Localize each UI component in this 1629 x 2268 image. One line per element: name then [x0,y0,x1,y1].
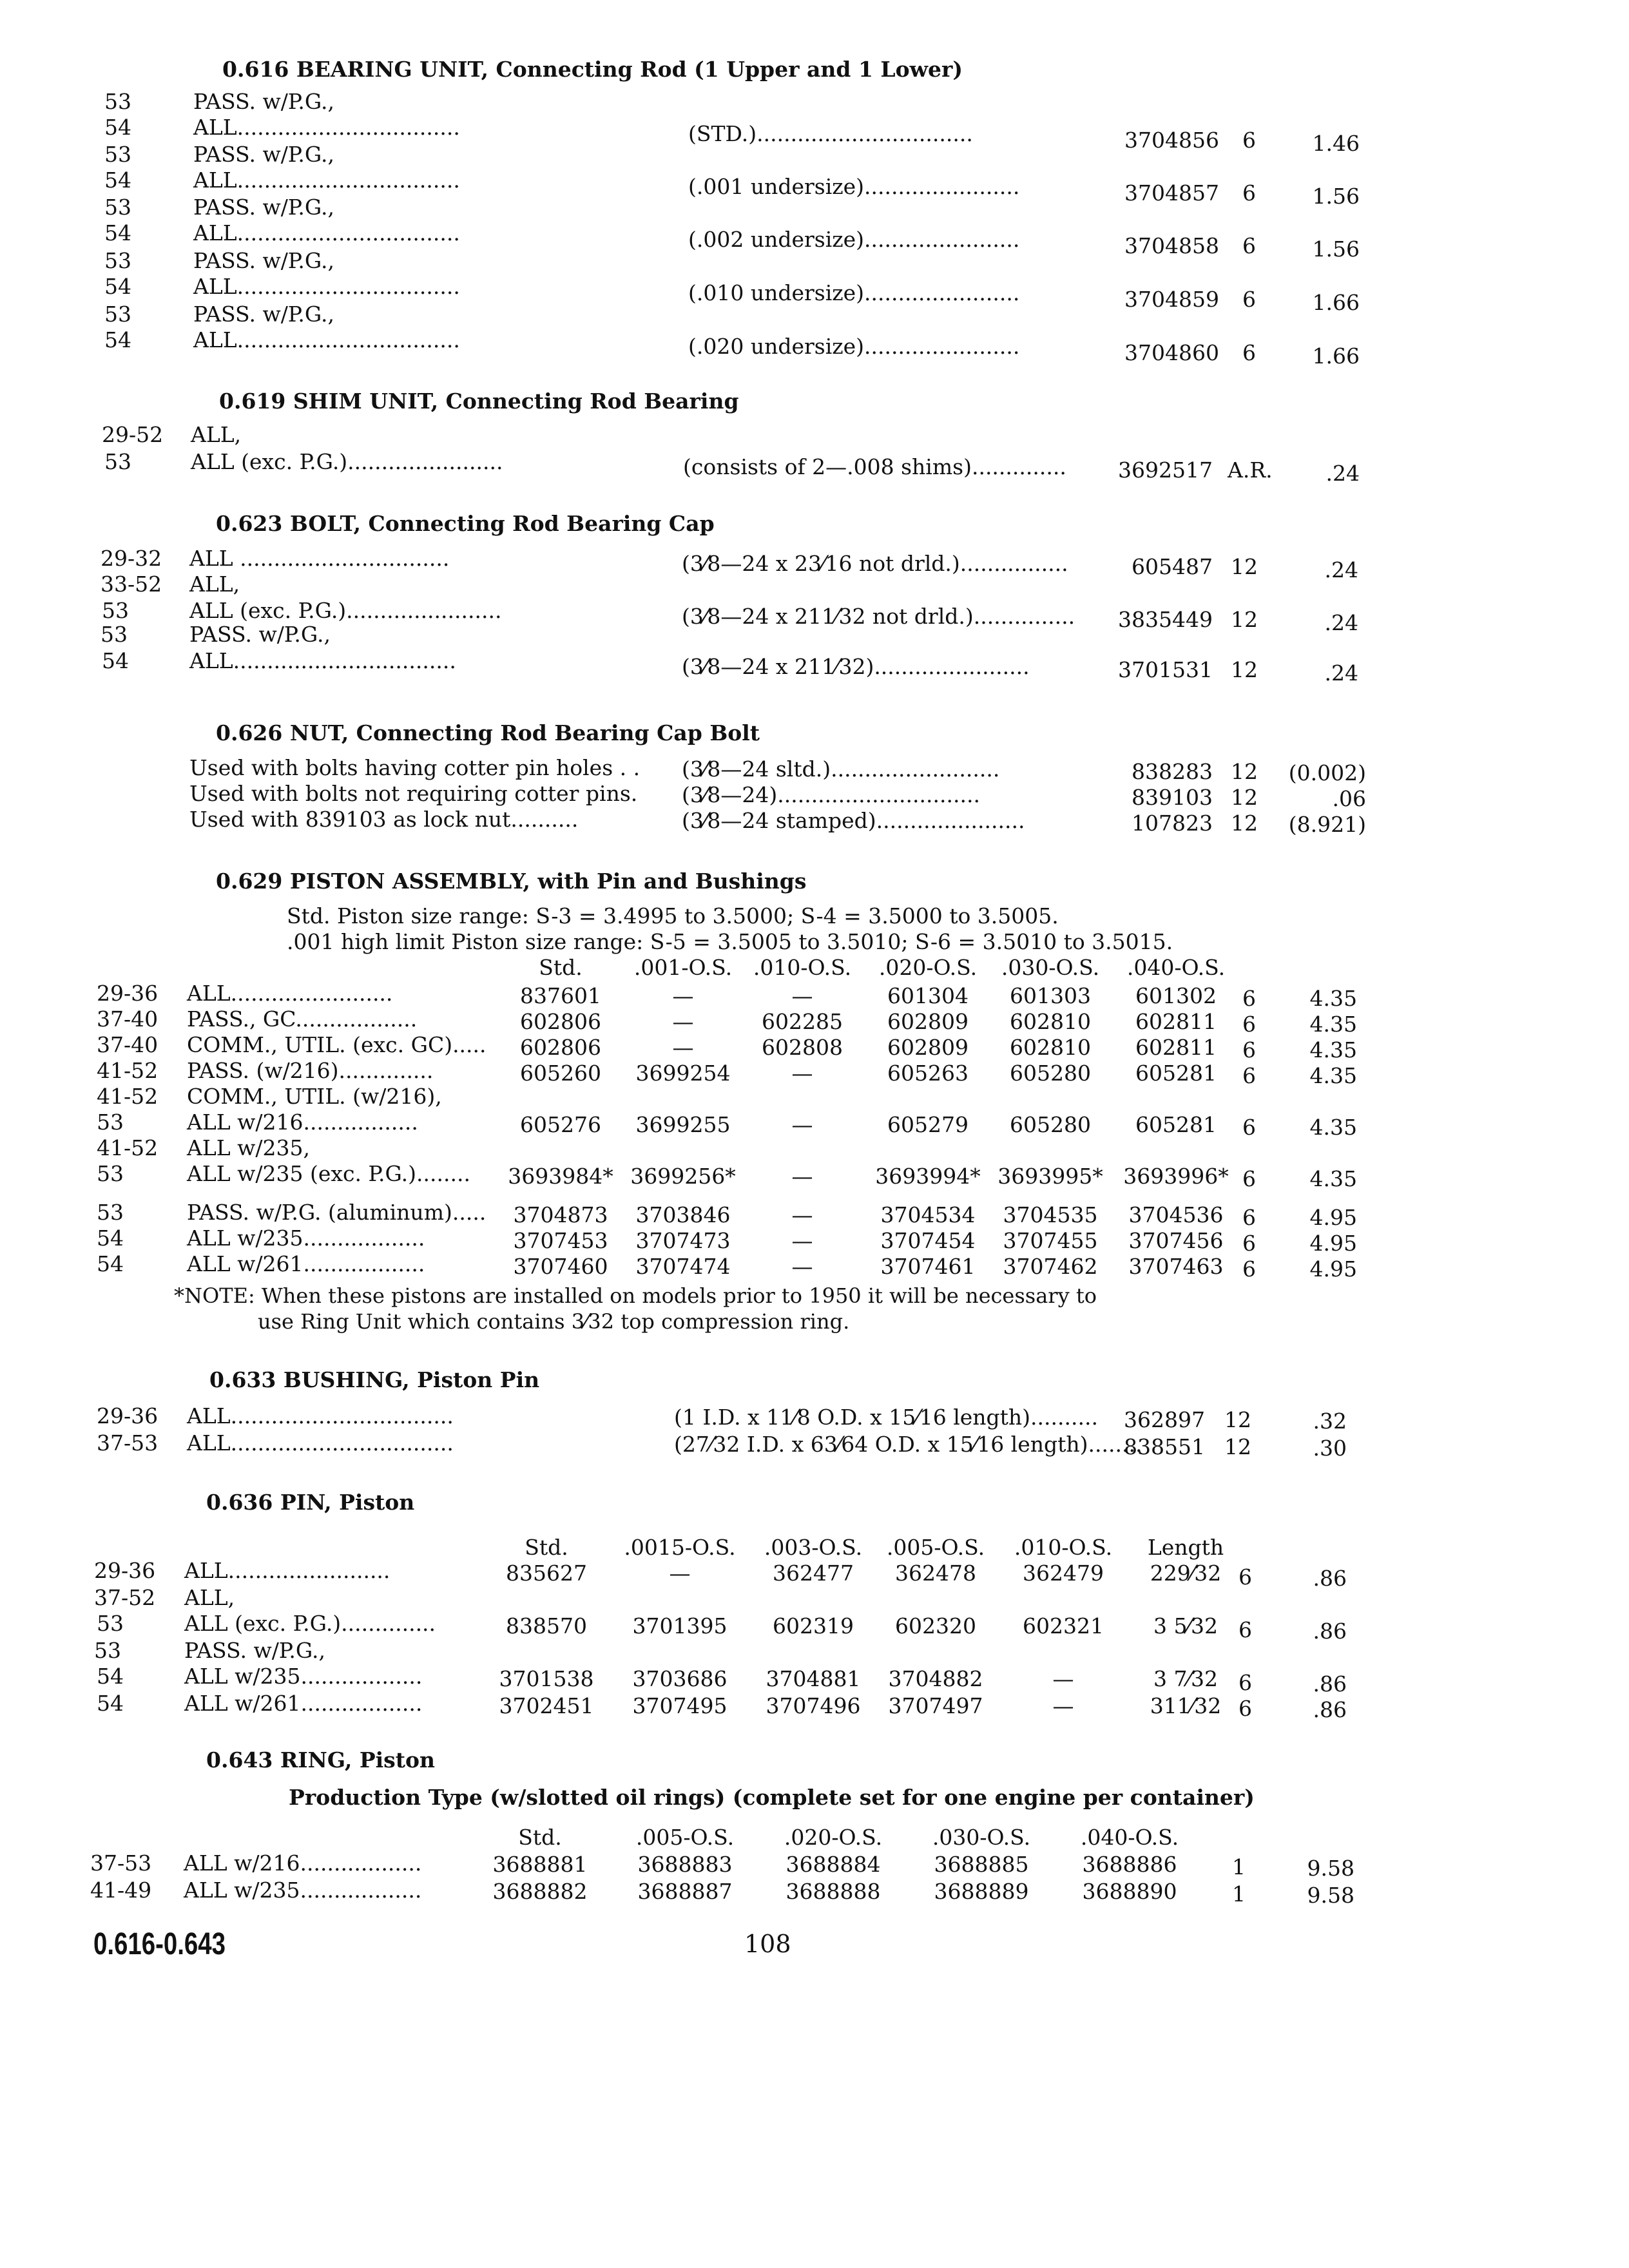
part-number: 3704858 [1124,233,1219,258]
table-cell: — [669,1561,691,1586]
column-header: .001-O.S. [633,955,733,980]
year-range: 29-36 [97,1403,159,1428]
application: ALL w/261.................. [184,1691,423,1716]
table-cell: 605281 [1135,1061,1217,1086]
list-price: 1.66 [1312,343,1360,369]
application: ALL................................. [187,1430,454,1456]
application: ALL w/216................. [187,1110,418,1135]
list-price: .86 [1313,1619,1347,1644]
application: Used with bolts having cotter pin holes . . [189,755,641,780]
year-range: 53 [104,195,131,220]
list-price: .86 [1313,1566,1347,1591]
section-heading: 0.643 RING, Piston [206,1747,436,1773]
year-range: 29-36 [94,1558,156,1583]
column-header: .020-O.S. [878,955,978,980]
year-range: 54 [104,168,131,193]
column-header: .030-O.S. [932,1825,1031,1850]
section-heading: 0.629 PISTON ASSEMBLY, with Pin and Bushings [216,869,807,894]
quantity: 1 [1232,1881,1246,1907]
year-range: 37-53 [90,1850,152,1876]
application: ALL w/261.................. [187,1251,425,1276]
table-cell: 3704881 [766,1666,861,1691]
list-price: 4.35 [1309,1012,1357,1037]
table-cell: 602809 [887,1009,969,1034]
year-range: 41-52 [97,1135,159,1160]
year-range: 53 [94,1638,121,1663]
footer-section-code: 0.616-0.643 [93,1927,226,1961]
table-cell: 602810 [1010,1009,1091,1034]
quantity: 6 [1242,1037,1256,1062]
description: (3⁄8—24).............................. [682,782,980,807]
year-range: 53 [97,1161,124,1186]
year-range: 41-49 [90,1878,152,1903]
year-range: 54 [104,327,131,352]
column-header: .010-O.S. [1014,1535,1113,1560]
table-cell: 3 5⁄32 [1153,1613,1218,1639]
table-cell: 3701538 [499,1666,594,1691]
table-cell: 605279 [887,1112,969,1137]
table-cell: 3688889 [934,1879,1029,1904]
table-cell: 311⁄32 [1150,1693,1222,1718]
application: ALL (exc. P.G.).............. [184,1611,436,1636]
application: Used with bolts not requiring cotter pins. [189,781,638,806]
part-number: 107823 [1132,811,1213,836]
description: (.002 undersize)....................... [688,227,1020,252]
application: PASS. w/P.G., [193,302,334,327]
list-price: 1.66 [1312,290,1360,315]
list-price: 4.35 [1309,1063,1357,1088]
list-price: .24 [1325,461,1360,486]
year-range: 29-32 [101,546,162,571]
table-cell: 3707460 [513,1254,608,1279]
table-cell: 3693995* [998,1164,1103,1189]
year-range: 41-52 [97,1058,159,1083]
description: (3⁄8—24 x 211⁄32 not drld.)............... [682,604,1075,629]
application: ALL w/235.................. [187,1225,425,1251]
table-cell: 3 7⁄32 [1153,1666,1218,1691]
year-range: 41-52 [97,1084,159,1109]
column-header: .0015-O.S. [624,1535,736,1560]
table-cell: 605280 [1010,1112,1091,1137]
section-heading: 0.616 BEARING UNIT, Connecting Rod (1 Upper and 1 Lower) [222,57,963,82]
table-cell: 602808 [762,1035,843,1060]
table-cell: 3688884 [786,1852,881,1877]
table-cell: 3688885 [934,1852,1029,1877]
table-cell: 362479 [1023,1561,1104,1586]
table-cell: 3699256* [630,1164,736,1189]
section-heading: 0.619 SHIM UNIT, Connecting Rod Bearing [219,389,739,414]
part-number: 839103 [1132,785,1213,810]
application: ALL, [184,1585,235,1610]
table-cell: 3688888 [786,1879,881,1904]
list-price: 4.95 [1309,1205,1357,1230]
table-cell: 605260 [520,1061,601,1086]
application: ALL w/235, [187,1135,310,1160]
table-cell: 3699254 [635,1061,731,1086]
application: ALL................................. [193,274,460,299]
column-header: .003-O.S. [764,1535,863,1560]
year-range: 29-36 [97,981,159,1006]
list-price: 9.58 [1307,1856,1354,1881]
table-cell: — [791,1061,813,1086]
description: (.001 undersize)....................... [688,174,1020,199]
quantity: 6 [1242,1166,1256,1191]
application: ALL w/235.................. [184,1664,423,1689]
column-header: Std. [525,1535,568,1560]
quantity: 12 [1231,759,1258,784]
application: ALL (exc. P.G.)....................... [189,598,502,623]
quantity: 12 [1231,811,1258,836]
table-cell: 362478 [895,1561,976,1586]
column-header: .005-O.S. [635,1825,735,1850]
column-header: Length [1147,1535,1224,1560]
quantity: A.R. [1228,457,1273,483]
intro-text: Std. Piston size range: S-3 = 3.4995 to 3.5000; S-4 = 3.5000 to 3.5005. [287,903,1059,928]
list-price: 1.56 [1312,236,1360,262]
year-range: 37-40 [97,1032,159,1057]
year-range: 29-52 [102,422,164,447]
table-cell: — [791,1164,813,1189]
quantity: 6 [1242,340,1256,365]
table-cell: — [672,1035,694,1060]
application: PASS. (w/216).............. [187,1058,434,1083]
quantity: 6 [1242,1115,1256,1140]
quantity: 12 [1224,1407,1251,1432]
quantity: 6 [1242,1231,1256,1256]
table-cell: 362477 [773,1561,854,1586]
application: ALL................................. [193,220,460,245]
table-cell: — [1052,1693,1074,1718]
description: (3⁄8—24 sltd.)......................... [682,756,1000,782]
part-number: 838283 [1132,759,1213,784]
application: PASS. w/P.G., [193,89,334,114]
year-range: 53 [97,1110,124,1135]
table-cell: 602810 [1010,1035,1091,1060]
table-cell: — [791,1202,813,1227]
table-cell: 3707455 [1003,1228,1098,1253]
application: ALL w/216.................. [184,1850,422,1876]
table-cell: 3707473 [635,1228,731,1253]
quantity: 6 [1239,1564,1252,1590]
table-cell: 602809 [887,1035,969,1060]
list-price: .32 [1313,1408,1347,1434]
quantity: 12 [1224,1434,1251,1459]
quantity: 6 [1239,1696,1252,1721]
list-price: 4.35 [1309,1115,1357,1140]
list-price: .24 [1324,610,1358,635]
quantity: 12 [1231,607,1258,632]
table-cell: 838570 [506,1613,587,1639]
table-cell: 602811 [1135,1035,1217,1060]
quantity: 6 [1242,1012,1256,1037]
description: (1 I.D. x 11⁄8 O.D. x 15⁄16 length).......... [674,1405,1098,1430]
table-cell: 602320 [895,1613,976,1639]
quantity: 1 [1232,1854,1246,1879]
list-price: 1.56 [1312,184,1360,209]
table-cell: 3688883 [637,1852,733,1877]
application: ALL................................. [193,327,460,352]
year-range: 37-52 [94,1585,156,1610]
table-cell: 3704536 [1128,1202,1224,1227]
application: ALL................................. [193,115,460,140]
table-cell: 602811 [1135,1009,1217,1034]
table-cell: 3693996* [1123,1164,1229,1189]
table-cell: 3688882 [492,1879,588,1904]
column-header: .010-O.S. [753,955,852,980]
column-header: Std. [518,1825,562,1850]
table-cell: 3707454 [880,1228,976,1253]
year-range: 54 [104,274,131,299]
section-subheading: Production Type (w/slotted oil rings) (complete set for one engine per container) [289,1785,1255,1810]
table-cell: 602806 [520,1035,601,1060]
table-cell: 3693984* [508,1164,613,1189]
application: ALL, [189,572,240,597]
table-cell: 601303 [1010,983,1091,1008]
table-cell: 3707495 [632,1693,728,1718]
table-cell: 3707461 [880,1254,976,1279]
quantity: 6 [1242,128,1256,153]
table-cell: — [791,1228,813,1253]
table-cell: 3707462 [1003,1254,1098,1279]
footnote: use Ring Unit which contains 3⁄32 top compression ring. [258,1309,850,1334]
table-cell: 229⁄32 [1150,1561,1222,1586]
application: PASS. w/P.G., [189,622,331,647]
column-header: .040-O.S. [1080,1825,1179,1850]
section-heading: 0.623 BOLT, Connecting Rod Bearing Cap [216,511,715,536]
year-range: 37-40 [97,1006,159,1032]
year-range: 54 [97,1691,124,1716]
list-price: 4.95 [1309,1256,1357,1282]
application: PASS. w/P.G. (aluminum)..... [187,1200,487,1225]
list-price: .86 [1313,1671,1347,1696]
table-cell: 3701395 [632,1613,728,1639]
list-price: .06 [1332,786,1366,811]
quantity: 6 [1242,1063,1256,1088]
application: PASS. w/P.G., [184,1638,325,1663]
table-cell: 602285 [762,1009,843,1034]
list-price: (0.002) [1288,760,1366,785]
description: (3⁄8—24 stamped)...................... [682,808,1025,833]
page-number: 108 [744,1930,791,1958]
application: ALL................................. [187,1403,454,1428]
application: ALL........................ [187,981,393,1006]
table-cell: — [672,983,694,1008]
table-cell: 602806 [520,1009,601,1034]
part-number: 3704857 [1124,180,1219,206]
year-range: 53 [104,248,131,273]
table-cell: 3702451 [499,1693,594,1718]
table-cell: 3707463 [1128,1254,1224,1279]
year-range: 53 [104,89,131,114]
table-cell: — [1052,1666,1074,1691]
description: (.010 undersize)....................... [688,280,1020,305]
application: ALL................................. [189,648,456,673]
application: COMM., UTIL. (exc. GC)..... [187,1032,487,1057]
table-cell: 3704873 [513,1202,608,1227]
application: PASS. w/P.G., [193,248,334,273]
section-heading: 0.626 NUT, Connecting Rod Bearing Cap Bolt [216,720,760,745]
table-cell: 3688886 [1082,1852,1177,1877]
quantity: 6 [1242,180,1256,206]
part-number: 3704859 [1124,287,1219,312]
section-heading: 0.636 PIN, Piston [206,1490,415,1515]
list-price: (8.921) [1288,812,1366,837]
table-cell: 3707456 [1128,1228,1224,1253]
footnote: *NOTE: When these pistons are installed on models prior to 1950 it will be necessary to [174,1283,1097,1308]
table-cell: 3707453 [513,1228,608,1253]
column-header: Std. [539,955,583,980]
year-range: 53 [104,302,131,327]
quantity: 6 [1242,986,1256,1011]
section-heading: 0.633 BUSHING, Piston Pin [209,1367,540,1392]
table-cell: 3704534 [880,1202,976,1227]
quantity: 12 [1231,554,1258,579]
list-price: 9.58 [1307,1883,1354,1908]
column-header: .005-O.S. [886,1535,985,1560]
part-number: 3701531 [1118,657,1213,682]
table-cell: 602319 [773,1613,854,1639]
application: Used with 839103 as lock nut.......... [189,807,579,832]
table-cell: 3703846 [635,1202,731,1227]
year-range: 53 [101,622,128,647]
year-range: 37-53 [97,1430,159,1456]
year-range: 53 [97,1200,124,1225]
part-number: 3692517 [1118,457,1213,483]
application: PASS. w/P.G., [193,142,334,167]
list-price: 4.95 [1309,1231,1357,1256]
quantity: 6 [1242,1256,1256,1282]
application: COMM., UTIL. (w/216), [187,1084,442,1109]
year-range: 53 [97,1611,124,1636]
table-cell: — [791,1112,813,1137]
list-price: 4.35 [1309,986,1357,1011]
description: (consists of 2—.008 shims).............. [683,454,1066,479]
column-header: .030-O.S. [1001,955,1100,980]
list-price: .86 [1313,1697,1347,1722]
quantity: 12 [1231,785,1258,810]
table-cell: 3707474 [635,1254,731,1279]
application: ALL........................ [184,1558,390,1583]
table-cell: 605263 [887,1061,969,1086]
year-range: 53 [102,598,129,623]
list-price: 4.35 [1309,1166,1357,1191]
list-price: .30 [1313,1436,1347,1461]
table-cell: 3704535 [1003,1202,1098,1227]
column-header: .040-O.S. [1126,955,1226,980]
table-cell: 3704882 [888,1666,983,1691]
description: (.020 undersize)....................... [688,334,1020,359]
description: (3⁄8—24 x 211⁄32)....................... [682,654,1030,679]
application: ALL, [191,422,242,447]
list-price: 4.35 [1309,1037,1357,1062]
quantity: 6 [1239,1617,1252,1642]
application: ALL................................. [193,168,460,193]
table-cell: 601302 [1135,983,1217,1008]
table-cell: 3699255 [635,1112,731,1137]
quantity: 6 [1242,233,1256,258]
table-cell: — [672,1009,694,1034]
application: ALL (exc. P.G.)....................... [191,449,503,474]
intro-text: .001 high limit Piston size range: S-5 = 3.5005 to 3.5010; S-6 = 3.5010 to 3.5015. [287,929,1173,954]
table-cell: 3693994* [875,1164,981,1189]
application: PASS. w/P.G., [193,195,334,220]
table-cell: 605281 [1135,1112,1217,1137]
year-range: 54 [104,220,131,245]
list-price: .24 [1324,660,1358,686]
part-number: 605487 [1132,554,1213,579]
table-cell: 3688887 [637,1879,733,1904]
description: (3⁄8—24 x 23⁄16 not drld.)................ [682,551,1068,576]
table-cell: 3707497 [888,1693,983,1718]
application: ALL w/235.................. [184,1878,422,1903]
table-cell: 3707496 [766,1693,861,1718]
table-cell: — [791,983,813,1008]
quantity: 6 [1242,287,1256,312]
application: ALL ............................... [189,546,450,571]
table-cell: 601304 [887,983,969,1008]
table-cell: — [791,1254,813,1279]
part-number: 362897 [1124,1407,1205,1432]
table-cell: 3688881 [492,1852,588,1877]
description: (27⁄32 I.D. x 63⁄64 O.D. x 15⁄16 length)........ [674,1432,1142,1457]
quantity: 6 [1242,1205,1256,1230]
table-cell: 3688890 [1082,1879,1177,1904]
year-range: 54 [104,115,131,140]
list-price: .24 [1324,557,1358,582]
table-cell: 3703686 [632,1666,728,1691]
application: ALL w/235 (exc. P.G.)........ [187,1161,470,1186]
table-cell: 605276 [520,1112,601,1137]
quantity: 6 [1239,1670,1252,1695]
table-cell: 602321 [1023,1613,1104,1639]
part-number: 3704860 [1124,340,1219,365]
year-range: 33-52 [101,572,162,597]
table-cell: 835627 [506,1561,587,1586]
year-range: 54 [97,1664,124,1689]
part-number: 3835449 [1118,607,1213,632]
table-cell: 605280 [1010,1061,1091,1086]
year-range: 53 [104,449,131,474]
description: (STD.)................................ [688,121,973,146]
part-number: 838551 [1124,1434,1205,1459]
year-range: 54 [97,1251,124,1276]
part-number: 3704856 [1124,128,1219,153]
year-range: 54 [97,1225,124,1251]
application: PASS., GC.................. [187,1006,418,1032]
year-range: 54 [102,648,129,673]
quantity: 12 [1231,657,1258,682]
table-cell: 837601 [520,983,601,1008]
list-price: 1.46 [1312,131,1360,156]
year-range: 53 [104,142,131,167]
column-header: .020-O.S. [784,1825,883,1850]
